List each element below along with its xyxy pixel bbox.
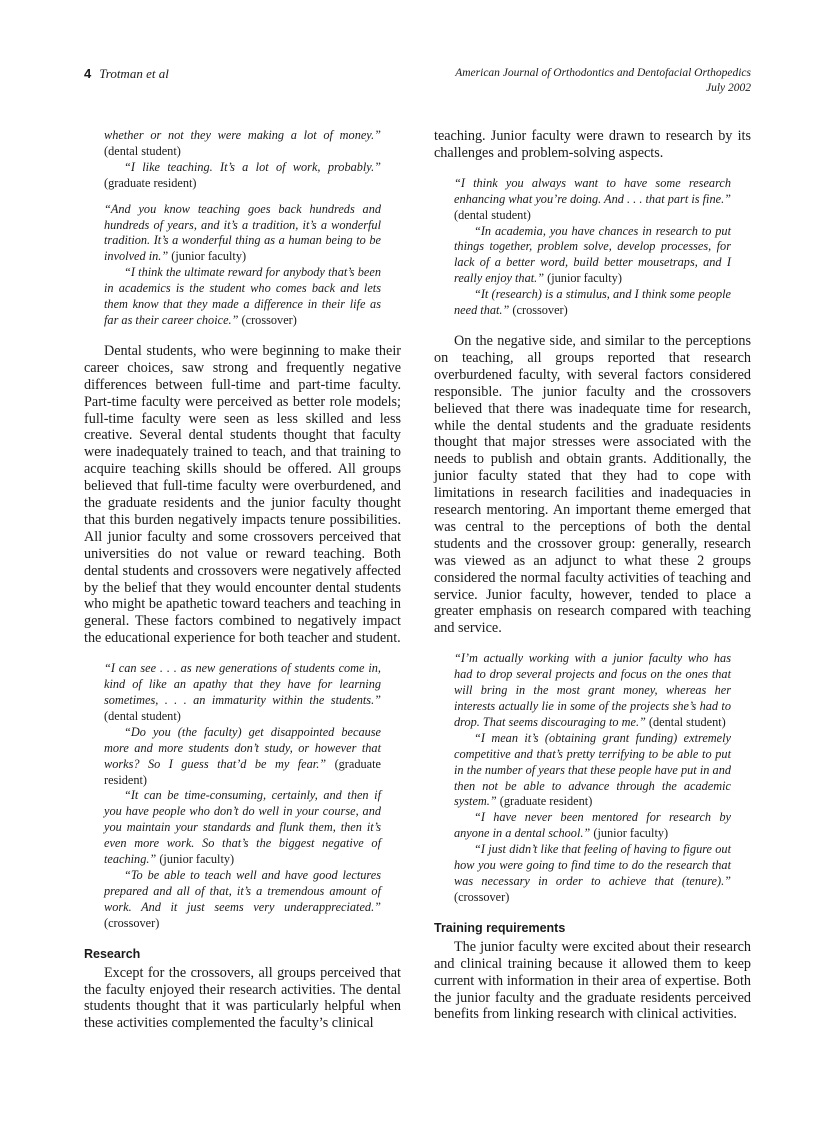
quote-block (104, 128, 381, 192)
quote: “It (research) is a stimulus, and I think some people need that.” (crossover) (454, 287, 731, 318)
quote: “I’m actually working with a junior faculty who has had to drop several projects and focus on the ones that will bring in the most grant money, whereas her interests actually lie in some of the projects she’s had to drop. That seems discouraging to me.” (dental student) (454, 651, 731, 729)
section-heading-research: Research (84, 946, 141, 961)
issue-date: July 2002 (705, 82, 751, 94)
quote: “I can see . . . as new generations of students come in, kind of like an apathy that they have for learning sometimes, . . . an immaturity within the students.” (dental student) (104, 661, 381, 723)
quote: “I like teaching. It’s a lot of work, probably.” (graduate resident) (104, 159, 381, 190)
body-paragraph: The junior faculty were excited about their research and clinical training because it allowed them to keep current with information in their area of expertise. Both the junior faculty and the graduate residents perceived benefits from linking research with clinical activities. (434, 938, 751, 1023)
quote-block (454, 651, 731, 906)
section-heading-training: Training requirements (434, 920, 566, 935)
left-column (84, 128, 401, 1032)
journal-name: American Journal of Orthodontics and Dentofacial Orthopedics (455, 67, 751, 79)
quote-block (104, 202, 381, 329)
quote-block (454, 176, 731, 319)
running-authors: Trotman et al (99, 66, 169, 81)
quote: “In academia, you have chances in research to put things together, problem solve, develop processes, for lack of a better word, build better mousetraps, and I really enjoy that.” (junior faculty) (454, 223, 731, 286)
quote: “I think the ultimate reward for anybody that’s been in academics is the student who comes back and lets them know that they made a difference in their life as far as their career choice.” (crossover) (104, 265, 381, 327)
quote: “To be able to teach well and have good lectures prepared and all of that, it’s a tremendous amount of work. And it just seems very underappreciated.” (crossover) (104, 867, 381, 930)
body-paragraph: teaching. Junior faculty were drawn to research by its challenges and problem-solving aspects. (434, 128, 751, 161)
quote: “I think you always want to have some research enhancing what you’re doing. And . . . that part is fine.” (dental student) (454, 175, 731, 222)
running-header-right (455, 66, 751, 96)
quote: “Do you (the faculty) get disappointed because more and more students don’t study, or however that works? So I guess that’d be my fear.” (graduate resident) (104, 724, 381, 787)
body-paragraph: On the negative side, and similar to the perceptions on teaching, all groups reported that research overburdened faculty, with several factors considered responsible. The junior faculty and the crossovers believed that there was inadequate time for research, while the dental students and the graduate residents thought that major stresses were associated with the needs to publish and obtain grants. Additionally, the junior faculty stated that they had to cope with limitations in research facilities and inadequacies in research mentoring. An important theme emerged that was central to the perceptions of both the dental students and the crossover group: generally, research was viewed as an adjunct to what these 2 groups considered the normal faculty activities of teaching and service. Junior faculty, however, tended to place a greater emphasis on research compared with teaching and service. (434, 332, 751, 637)
quote-block (104, 661, 381, 931)
quote: “And you know teaching goes back hundreds and hundreds of years, and it’s a tradition, it’s a wonderful tradition. It’s a wonderful thing as a human being to be involved in.” (junior faculty) (104, 201, 381, 264)
body-paragraph: Except for the crossovers, all groups perceived that the faculty enjoyed their research activities. The dental students thought that it was particularly helpful when these activities complemented the faculty’s clinical (84, 964, 401, 1032)
quote: “I have never been mentored for research by anyone in a dental school.” (junior faculty) (454, 810, 731, 841)
quote: “I mean it’s (obtaining grant funding) extremely competitive and that’s pretty terrifying to be able to put in the number of years that these people have put in and then not be able to advance through the academic system.” (graduate resident) (454, 730, 731, 809)
running-header-left (84, 66, 169, 82)
page-number: 4 (84, 66, 92, 81)
right-column (434, 128, 751, 1023)
quote: “It can be time-consuming, certainly, and then if you have people who don’t do well in your course, and you maintain your standards and flunk them, then it’s even more work. So that’s the biggest negative of teaching.” (junior faculty) (104, 788, 381, 867)
body-paragraph: Dental students, who were beginning to make their career choices, saw strong and frequently negative differences between full-time and part-time faculty. Part-time faculty were perceived as better role models; full-time faculty were seen as less skilled and less creative. Several dental students thought that faculty were inadequately trained to teach, and that training to acquire teaching skills should be offered. All groups believed that full-time faculty were overburdened, and the graduate residents and the junior faculty thought that this burden negatively impacts tenure possibilities. All junior faculty and some crossovers perceived that universities do not value or reward teaching. Both dental students and crossovers were negatively affected by the belief that they would encounter dental students who might be apathetic toward teachers and teaching in general. These factors combined to negatively impact the educational experience for both teacher and student. (84, 342, 401, 647)
quote: whether or not they were making a lot of money.” (dental student) (104, 128, 381, 158)
quote: “I just didn’t like that feeling of having to figure out how you were going to find time to do the research that was necessary in order to achieve that (tenure).” (crossover) (454, 842, 731, 904)
